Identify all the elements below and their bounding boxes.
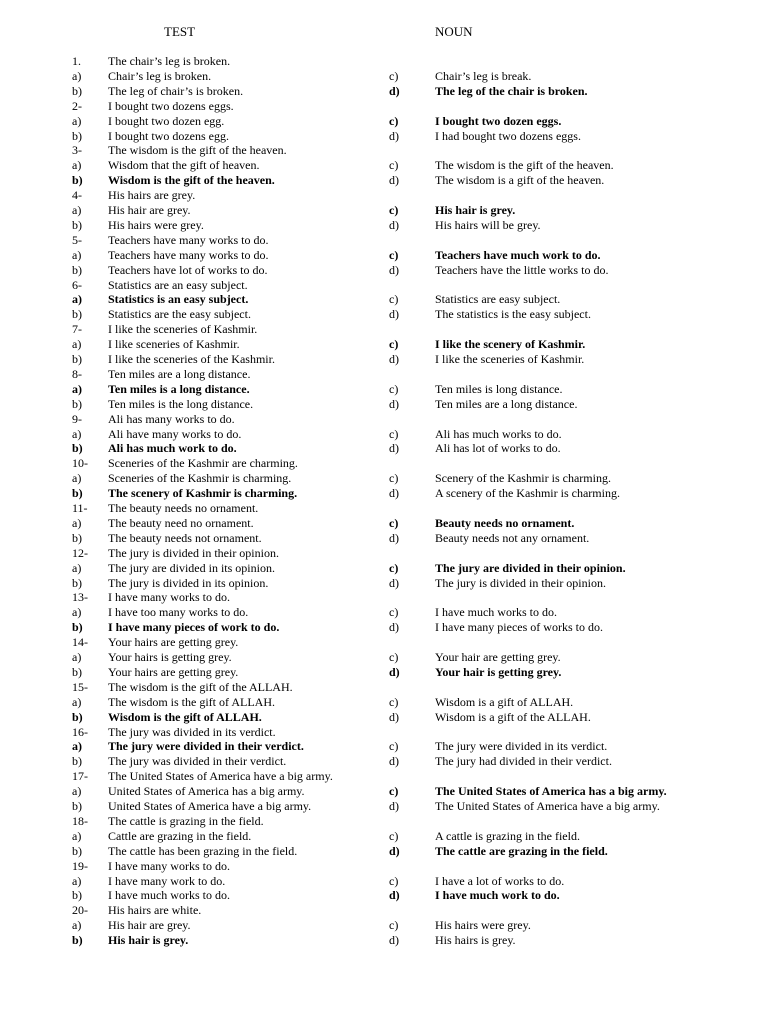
option-d-8-label: d): [389, 396, 399, 411]
option-a-19-text: I have many work to do.: [108, 873, 226, 888]
option-c-2-text: I bought two dozen eggs.: [435, 113, 562, 128]
option-b-18-text: The cattle has been grazing in the field.: [108, 843, 298, 858]
option-d-15-label: d): [389, 709, 399, 724]
option-c-12-text: The jury are divided in their opinion.: [435, 560, 626, 575]
option-d-17-text: The United States of America have a big army.: [435, 799, 660, 813]
option-b-9-label: b): [72, 441, 83, 456]
option-a-20-text: His hair are grey.: [108, 918, 191, 933]
option-b-8-text: Ten miles is the long distance.: [108, 396, 254, 411]
question-8-text: Ten miles are a long distance.: [108, 366, 251, 381]
option-b-13-text: I have many pieces of work to do.: [108, 620, 280, 635]
option-d-20-label: d): [389, 933, 399, 948]
option-a-7-text: I like sceneries of Kashmir.: [108, 337, 240, 352]
question-17-label: 17-: [72, 769, 88, 784]
option-c-8-text: Ten miles is long distance.: [435, 381, 563, 396]
option-d-18-text: The cattle are grazing in the field.: [435, 843, 608, 858]
option-c-13-text: I have much works to do.: [435, 605, 557, 620]
question-18-label: 18-: [72, 813, 88, 828]
question-10-text: Sceneries of the Kashmir are charming.: [108, 456, 298, 471]
option-c-11-label: c): [389, 515, 399, 530]
question-8-label: 8-: [72, 366, 82, 381]
question-16-label: 16-: [72, 724, 88, 739]
option-c-14-label: c): [389, 650, 399, 664]
question-15-text: The wisdom is the gift of the ALLAH.: [108, 679, 293, 694]
option-a-8-text: Ten miles is a long distance.: [108, 381, 250, 396]
question-20-text: His hairs are white.: [108, 903, 202, 918]
option-d-1-label: d): [389, 83, 400, 98]
question-4-label: 4-: [72, 188, 82, 203]
noun-heading: NOUN: [435, 24, 473, 39]
question-3-label: 3-: [72, 143, 82, 158]
option-a-17-text: United States of America has a big army.: [108, 784, 305, 799]
option-b-5-text: Teachers have lot of works to do.: [108, 262, 268, 277]
option-d-7-text: I like the sceneries of Kashmir.: [435, 352, 585, 366]
option-a-1-text: Chair’s leg is broken.: [108, 68, 212, 83]
option-c-18-label: c): [389, 828, 399, 843]
option-d-15-text: Wisdom is a gift of the ALLAH.: [435, 709, 591, 724]
question-13-text: I have many works to do.: [108, 590, 230, 605]
question-2-label: 2-: [72, 98, 82, 113]
option-d-1-text: The leg of the chair is broken.: [435, 83, 588, 98]
question-2-text: I bought two dozens eggs.: [108, 98, 234, 113]
option-d-16-text: The jury had divided in their verdict.: [435, 754, 612, 769]
option-c-6-text: Statistics are easy subject.: [435, 292, 561, 307]
option-d-16-label: d): [389, 754, 399, 769]
option-a-11-label: a): [72, 515, 82, 530]
option-c-14-text: Your hair are getting grey.: [435, 650, 561, 664]
question-5-text: Teachers have many works to do.: [108, 232, 269, 247]
option-a-9-label: a): [72, 426, 82, 441]
option-a-15-label: a): [72, 694, 82, 709]
question-13-label: 13-: [72, 590, 88, 605]
question-11-label: 11-: [72, 501, 88, 515]
question-9-label: 9-: [72, 411, 82, 426]
option-d-11-text: Beauty needs not any ornament.: [435, 530, 590, 545]
option-b-12-label: b): [72, 575, 82, 590]
option-d-10-text: A scenery of the Kashmir is charming.: [435, 486, 620, 501]
option-b-4-text: His hairs were grey.: [108, 217, 204, 232]
option-d-5-text: Teachers have the little works to do.: [435, 262, 609, 277]
option-b-20-text: His hair is grey.: [108, 933, 189, 948]
option-c-3-text: The wisdom is the gift of the heaven.: [435, 158, 614, 173]
option-c-17-text: The United States of America has a big army.: [435, 784, 667, 799]
option-c-16-text: The jury were divided in its verdict.: [435, 739, 608, 754]
option-d-2-text: I had bought two dozens eggs.: [435, 128, 581, 143]
question-20-label: 20-: [72, 903, 88, 918]
option-a-1-label: a): [72, 68, 82, 83]
option-d-17-label: d): [389, 799, 399, 813]
option-d-9-label: d): [389, 441, 399, 456]
option-a-20-label: a): [72, 918, 82, 933]
option-c-2-label: c): [389, 113, 399, 128]
option-a-5-label: a): [72, 247, 82, 262]
option-c-3-label: c): [389, 158, 399, 173]
option-d-9-text: Ali has lot of works to do.: [435, 441, 561, 456]
option-a-6-text: Statistics is an easy subject.: [108, 292, 249, 307]
question-12-text: The jury is divided in their opinion.: [108, 545, 279, 560]
option-b-2-label: b): [72, 128, 82, 143]
option-d-19-label: d): [389, 888, 400, 903]
option-d-8-text: Ten miles are a long distance.: [435, 396, 578, 411]
option-c-1-text: Chair’s leg is break.: [435, 68, 532, 83]
option-d-3-label: d): [389, 173, 399, 188]
question-15-label: 15-: [72, 679, 88, 694]
option-d-4-label: d): [389, 217, 399, 232]
question-1-label: 1.: [72, 54, 81, 68]
option-a-12-label: a): [72, 560, 82, 575]
question-7-text: I like the sceneries of Kashmir.: [108, 322, 258, 337]
option-c-13-label: c): [389, 605, 399, 620]
question-3-text: The wisdom is the gift of the heaven.: [108, 143, 287, 158]
option-b-15-label: b): [72, 709, 83, 724]
option-c-7-label: c): [389, 337, 399, 352]
option-c-4-label: c): [389, 203, 399, 217]
question-1-text: The chair’s leg is broken.: [108, 54, 231, 68]
option-b-16-label: b): [72, 754, 82, 769]
question-14-label: 14-: [72, 635, 88, 650]
option-a-13-text: I have too many works to do.: [108, 605, 249, 620]
option-a-2-text: I bought two dozen egg.: [108, 113, 225, 128]
option-a-18-text: Cattle are grazing in the field.: [108, 828, 252, 843]
question-4-text: His hairs are grey.: [108, 188, 196, 203]
option-c-6-label: c): [389, 292, 399, 307]
option-a-9-text: Ali have many works to do.: [108, 426, 242, 441]
option-c-18-text: A cattle is grazing in the field.: [435, 828, 580, 843]
question-19-label: 19-: [72, 858, 88, 873]
question-14-text: Your hairs are getting grey.: [108, 635, 239, 650]
question-5-label: 5-: [72, 232, 82, 247]
option-d-3-text: The wisdom is a gift of the heaven.: [435, 173, 605, 188]
option-b-1-label: b): [72, 83, 82, 98]
option-c-20-label: c): [389, 918, 399, 933]
question-18-text: The cattle is grazing in the field.: [108, 813, 264, 828]
question-17-text: The United States of America have a big army.: [108, 769, 333, 784]
option-d-14-text: Your hair is getting grey.: [435, 664, 562, 679]
option-a-4-text: His hair are grey.: [108, 203, 191, 217]
question-10-label: 10-: [72, 456, 88, 471]
option-c-8-label: c): [389, 381, 399, 396]
option-d-2-label: d): [389, 128, 399, 143]
option-d-13-label: d): [389, 620, 399, 635]
option-d-12-text: The jury is divided in their opinion.: [435, 575, 606, 590]
option-c-12-label: c): [389, 560, 399, 575]
option-b-19-label: b): [72, 888, 82, 903]
option-c-19-label: c): [389, 873, 399, 888]
option-b-10-text: The scenery of Kashmir is charming.: [108, 486, 298, 501]
question-19-text: I have many works to do.: [108, 858, 230, 873]
option-b-11-text: The beauty needs not ornament.: [108, 530, 262, 545]
test-heading: TEST: [164, 24, 196, 39]
option-c-20-text: His hairs were grey.: [435, 918, 531, 933]
option-c-9-label: c): [389, 426, 399, 441]
option-a-8-label: a): [72, 381, 82, 396]
option-c-15-text: Wisdom is a gift of ALLAH.: [435, 694, 574, 709]
option-d-20-text: His hairs is grey.: [435, 933, 516, 948]
option-a-7-label: a): [72, 337, 82, 352]
option-d-11-label: d): [389, 530, 399, 545]
option-b-17-label: b): [72, 799, 82, 813]
option-b-19-text: I have much works to do.: [108, 888, 230, 903]
option-a-14-label: a): [72, 650, 82, 664]
option-a-12-text: The jury are divided in its opinion.: [108, 560, 275, 575]
option-c-5-text: Teachers have much work to do.: [435, 247, 601, 262]
option-b-9-text: Ali has much work to do.: [108, 441, 237, 456]
option-d-12-label: d): [389, 575, 399, 590]
option-a-3-text: Wisdom that the gift of heaven.: [108, 158, 260, 173]
option-a-4-label: a): [72, 203, 82, 217]
option-c-19-text: I have a lot of works to do.: [435, 873, 565, 888]
option-b-1-text: The leg of chair’s is broken.: [108, 83, 244, 98]
option-c-11-text: Beauty needs no ornament.: [435, 515, 575, 530]
question-12-label: 12-: [72, 545, 88, 560]
option-a-11-text: The beauty need no ornament.: [108, 515, 254, 530]
question-7-label: 7-: [72, 322, 82, 337]
option-b-18-label: b): [72, 843, 82, 858]
option-b-6-text: Statistics are the easy subject.: [108, 307, 251, 322]
option-a-3-label: a): [72, 158, 82, 173]
option-a-6-label: a): [72, 292, 82, 307]
option-b-14-text: Your hairs are getting grey.: [108, 664, 239, 679]
option-c-4-text: His hair is grey.: [435, 203, 516, 217]
question-6-label: 6-: [72, 277, 82, 292]
option-b-2-text: I bought two dozens egg.: [108, 128, 229, 143]
option-c-16-label: c): [389, 739, 399, 754]
option-b-3-label: b): [72, 173, 83, 188]
option-c-10-label: c): [389, 471, 399, 486]
option-d-5-label: d): [389, 262, 399, 277]
option-a-10-label: a): [72, 471, 82, 486]
option-b-17-text: United States of America have a big army.: [108, 799, 312, 813]
option-c-7-text: I like the scenery of Kashmir.: [435, 337, 586, 352]
option-d-4-text: His hairs will be grey.: [435, 217, 541, 232]
option-a-13-label: a): [72, 605, 82, 620]
option-a-14-text: Your hairs is getting grey.: [108, 650, 232, 664]
option-c-15-label: c): [389, 694, 399, 709]
option-b-13-label: b): [72, 620, 83, 635]
question-16-text: The jury was divided in its verdict.: [108, 724, 276, 739]
question-9-text: Ali has many works to do.: [108, 411, 235, 426]
option-b-8-label: b): [72, 396, 82, 411]
option-d-6-label: d): [389, 307, 399, 322]
option-a-19-label: a): [72, 873, 82, 888]
option-b-3-text: Wisdom is the gift of the heaven.: [108, 173, 275, 188]
option-b-14-label: b): [72, 664, 82, 679]
option-a-15-text: The wisdom is the gift of ALLAH.: [108, 694, 275, 709]
option-b-7-text: I like the sceneries of the Kashmir.: [108, 352, 275, 366]
option-d-10-label: d): [389, 486, 399, 501]
option-a-17-label: a): [72, 784, 82, 799]
option-c-17-label: c): [389, 784, 399, 799]
option-c-5-label: c): [389, 247, 399, 262]
option-d-13-text: I have many pieces of works to do.: [435, 620, 603, 635]
option-a-18-label: a): [72, 828, 82, 843]
option-d-14-label: d): [389, 664, 400, 679]
option-c-9-text: Ali has much works to do.: [435, 426, 562, 441]
option-c-1-label: c): [389, 68, 399, 83]
option-d-6-text: The statistics is the easy subject.: [435, 307, 591, 322]
option-d-18-label: d): [389, 843, 400, 858]
option-a-10-text: Sceneries of the Kashmir is charming.: [108, 471, 292, 486]
question-11-text: The beauty needs no ornament.: [108, 501, 259, 515]
question-6-text: Statistics are an easy subject.: [108, 277, 248, 292]
option-b-5-label: b): [72, 262, 82, 277]
option-d-19-text: I have much work to do.: [435, 888, 560, 903]
option-b-10-label: b): [72, 486, 83, 501]
option-a-16-text: The jury were divided in their verdict.: [108, 739, 304, 754]
option-b-7-label: b): [72, 352, 82, 366]
option-b-11-label: b): [72, 530, 82, 545]
option-b-4-label: b): [72, 217, 82, 232]
option-a-2-label: a): [72, 113, 82, 128]
option-a-16-label: a): [72, 739, 82, 754]
option-b-15-text: Wisdom is the gift of ALLAH.: [108, 709, 262, 724]
option-a-5-text: Teachers have many works to do.: [108, 247, 269, 262]
option-b-16-text: The jury was divided in their verdict.: [108, 754, 287, 769]
option-b-20-label: b): [72, 933, 83, 948]
option-d-7-label: d): [389, 352, 399, 366]
option-b-6-label: b): [72, 307, 82, 322]
option-c-10-text: Scenery of the Kashmir is charming.: [435, 471, 611, 486]
option-b-12-text: The jury is divided in its opinion.: [108, 575, 269, 590]
